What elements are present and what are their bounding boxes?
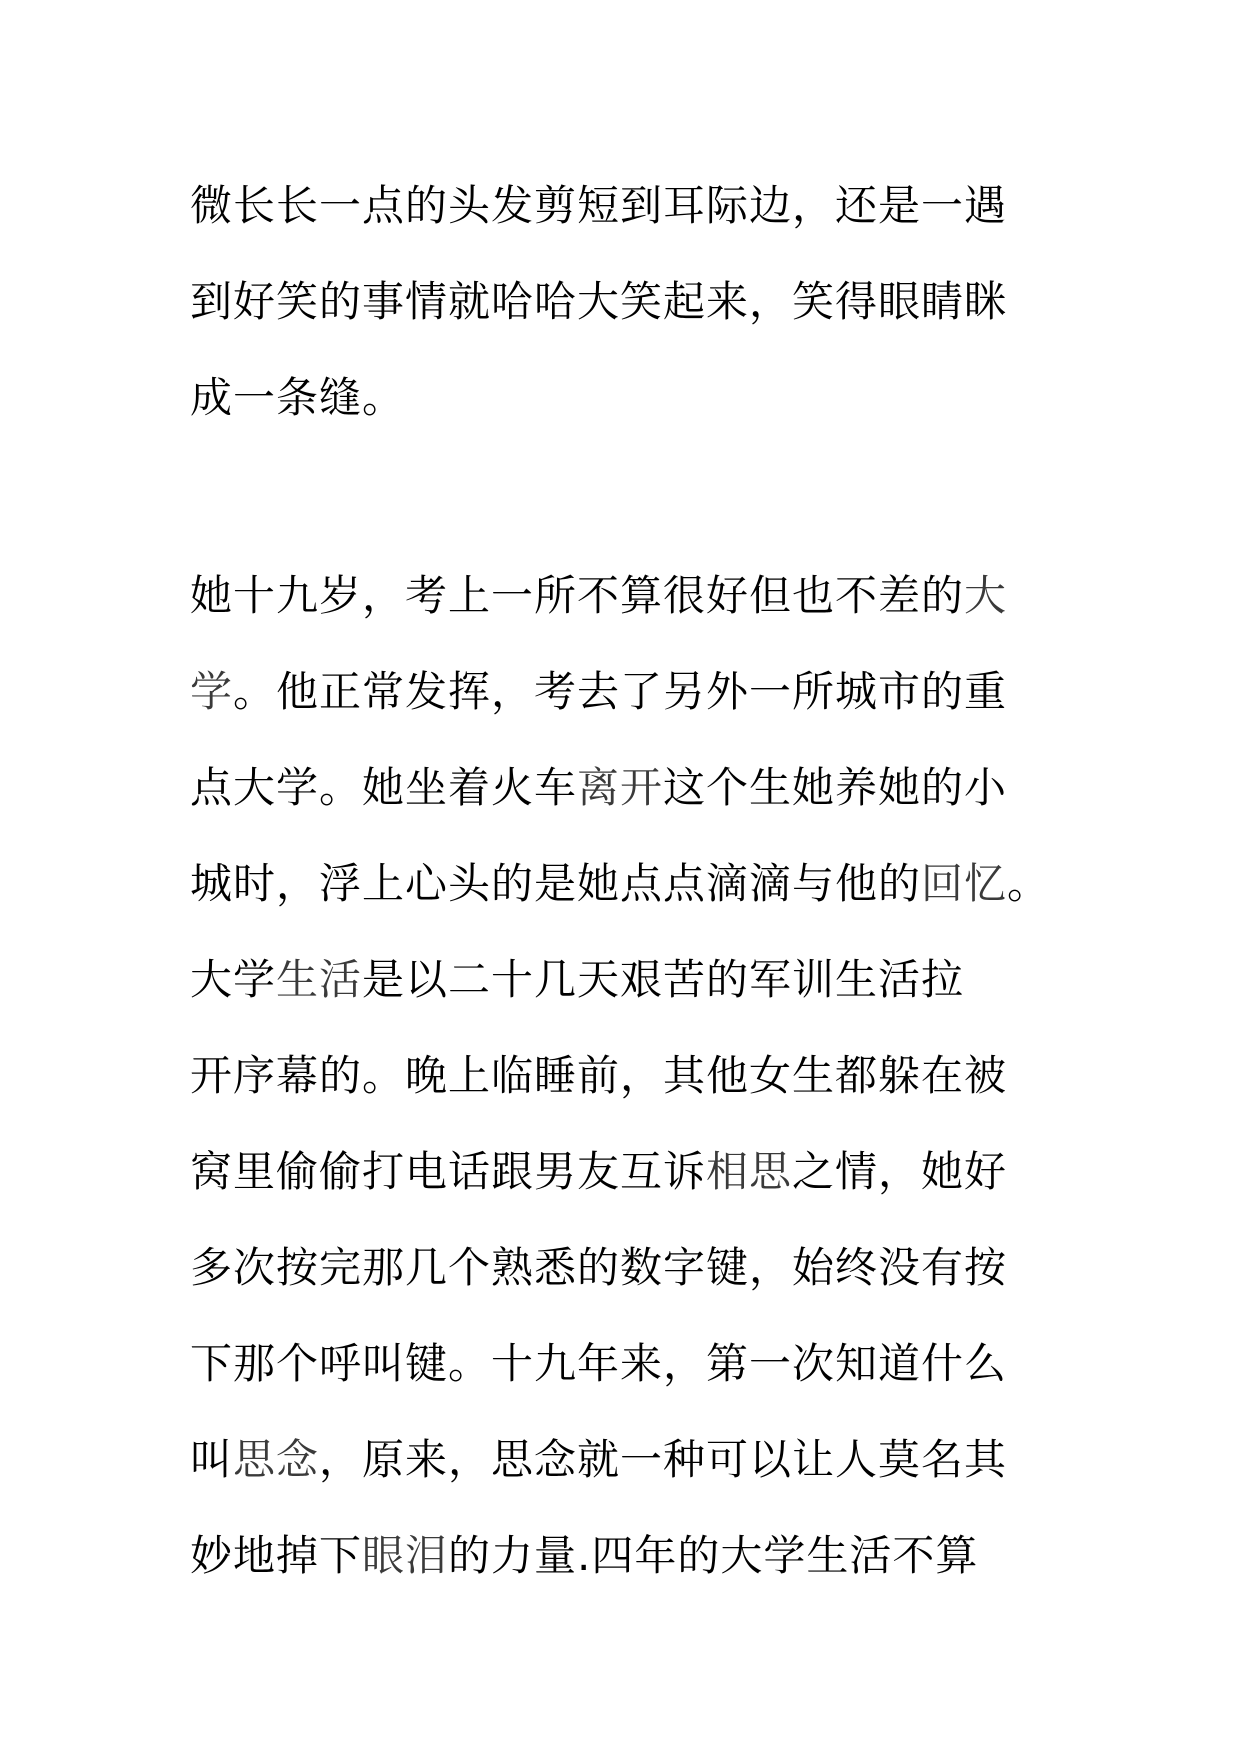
text-segment-highlight: 相思 [706,1147,793,1196]
text-segment-highlight: 回忆 [921,859,1008,908]
text-segment: 。他正常发挥，考去了另外一所城市的重 [233,667,1008,716]
text-segment: 多次按完那几个熟悉的数字键，始终没有按 [190,1243,1008,1292]
text-line [190,1220,1070,1316]
text-segment: 城时，浮上心头的是她点点滴滴与他的 [190,859,922,908]
text-segment: 。 [1007,859,1051,908]
text-segment: 的力量.四年的大学生活不算 [448,1531,979,1580]
text-segment-highlight: 眼泪 [362,1531,449,1580]
text-segment-highlight: 思念 [233,1435,320,1484]
text-line [190,548,1070,644]
text-line [190,1508,1070,1604]
text-segment: ，原来，思念就一种可以让人莫名其 [319,1435,1008,1484]
text-line [190,836,1070,932]
text-segment-highlight: 学 [190,667,234,716]
text-line [190,158,1070,254]
text-line [190,1412,1070,1508]
text-line [190,1028,1070,1124]
text-line [190,254,1070,350]
text-line [190,740,1070,836]
text-segment: 微长长一点的头发剪短到耳际边，还是一遇 [190,181,1008,230]
text-segment: 到好笑的事情就哈哈大笑起来，笑得眼睛眯 [190,277,1008,326]
text-segment: 是以二十几天艰苦的军训生活拉 [362,955,965,1004]
text-segment: 窝里偷偷打电话跟男友互诉 [190,1147,707,1196]
paragraph-2 [190,548,1070,1604]
text-segment: 成一条缝。 [190,373,406,422]
text-segment-highlight: 生活 [276,955,363,1004]
paragraph-1 [190,158,1070,446]
text-line [190,1316,1070,1412]
text-segment: 之情，她好 [792,1147,1008,1196]
text-segment: 下那个呼叫键。十九年来，第一次知道什么 [190,1339,1008,1388]
text-segment: 大学 [190,955,277,1004]
text-segment: 开序幕的。晚上临睡前，其他女生都躲在被 [190,1051,1008,1100]
text-line [190,350,1070,446]
text-segment: 她十九岁，考上一所不算很好但也不差的 [190,571,965,620]
text-segment: 叫 [190,1435,234,1484]
text-segment-highlight: 离开 [577,763,664,812]
text-line [190,932,1070,1028]
text-segment-highlight: 大 [964,571,1008,620]
text-line [190,1124,1070,1220]
text-segment: 这个生她养她的小 [663,763,1008,812]
text-segment: 点大学。她坐着火车 [190,763,578,812]
text-segment: 妙地掉下 [190,1531,363,1580]
text-line [190,644,1070,740]
